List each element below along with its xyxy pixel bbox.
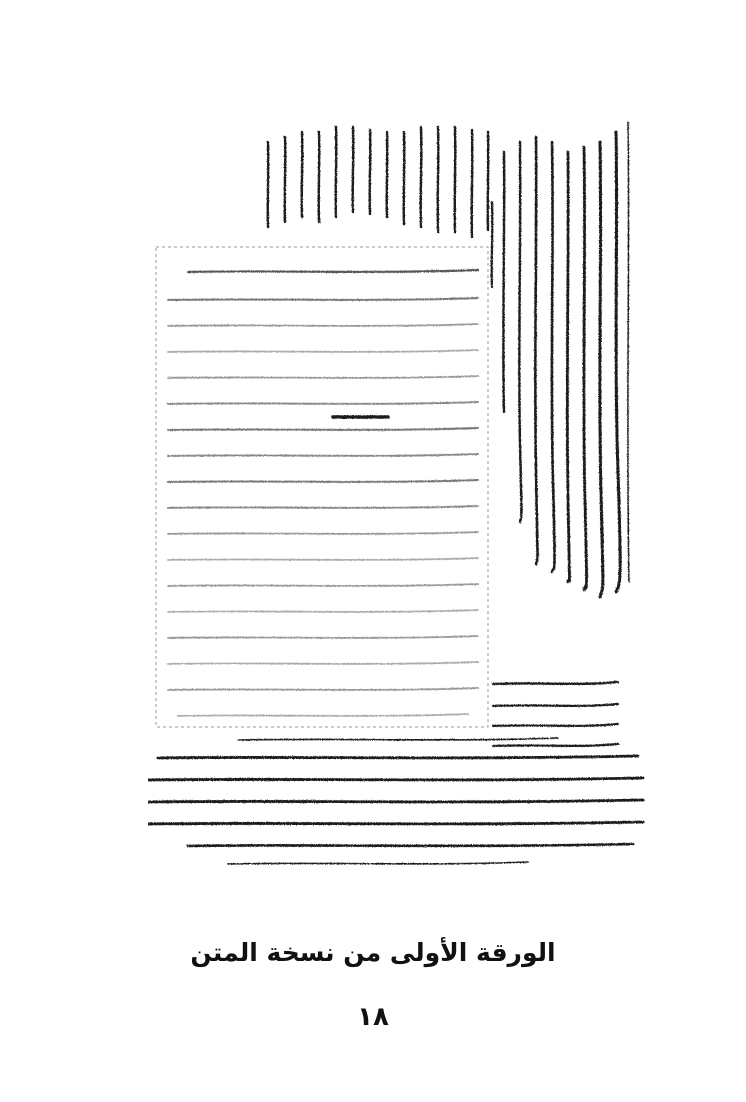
page-caption: الورقة الأولى من نسخة المتن bbox=[190, 938, 556, 967]
bottom-text-lines bbox=[148, 738, 643, 864]
page-number: ١٨ bbox=[357, 1002, 389, 1032]
vertical-margin-text bbox=[268, 122, 629, 597]
manuscript-page-image bbox=[148, 112, 648, 872]
main-text-block bbox=[168, 270, 478, 716]
lower-notes bbox=[493, 682, 618, 746]
manuscript-scan-icon bbox=[148, 112, 648, 872]
